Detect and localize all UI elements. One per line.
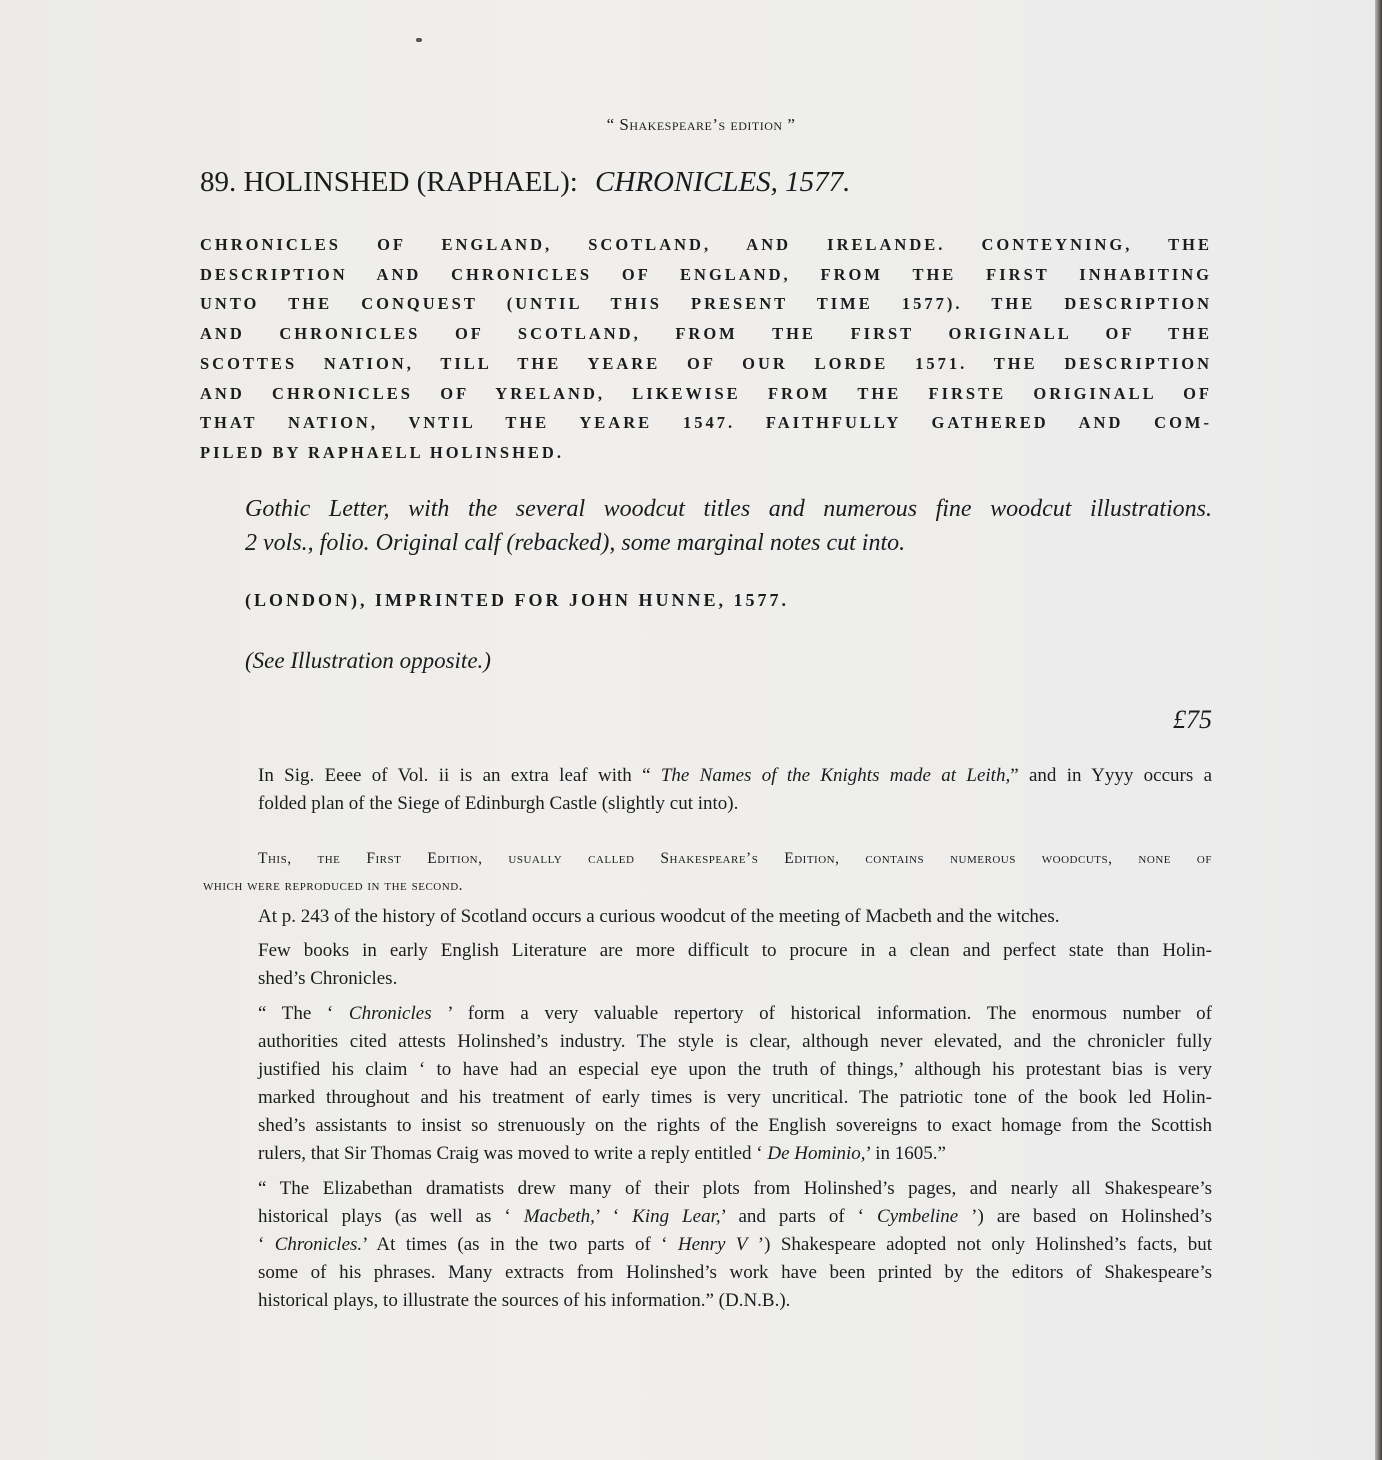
full-title-block [200,230,1212,468]
italic-text: Cymbeline [876,1206,959,1227]
text-line: CHRONICLES OF ENGLAND, SCOTLAND, AND IRELANDE. CONTEYNING, THE [200,235,1212,254]
text-line [258,1112,1212,1140]
text-segment: ’ ‘ [594,1206,633,1227]
text-line: THAT NATION, VNTIL THE YEARE 1547. FAITHFULLY GATHERED AND COM- [200,413,1212,433]
italic-text: The Names of the Knights made at Leith, [660,765,1011,786]
text-segment: folded plan of the Siege of Edinburgh Castle (slightly cut into). [258,793,739,814]
entry-title-italic: CHRONICLES, 1577. [595,166,851,198]
text-line [258,1287,1212,1315]
text-line [258,1259,1212,1287]
text-segment: historical plays, to illustrate the sources of his information.” (D.N.B.). [258,1290,791,1311]
text-segment: ” and in Yyyy occurs a [1010,765,1213,786]
text-segment: ‘ [258,1234,275,1255]
text-line [258,1084,1212,1112]
description-block [245,492,1212,560]
text-segment: shed’s assistants to insist so strenuously on the rights of the English sovereigns to exact homage from the Scottish [258,1115,1212,1136]
text-line [258,1000,1212,1028]
text-segment: Few books in early English Literature are more difficult to procure in a clean and perfect state than Holin- [258,940,1212,961]
text-line: AND CHRONICLES OF YRELAND, LIKEWISE FROM THE FIRSTE ORIGINALL OF [200,383,1212,403]
text-segment: which were reproduced in the second. [203,877,464,894]
text-segment: justified his claim ‘ to have had an especial eye upon the truth of things,’ although his protestant bias is very [258,1059,1212,1080]
text-line: UNTO THE CONQUEST (UNTIL THIS PRESENT TIME 1577). THE DESCRIPTION [200,294,1212,314]
text-line [258,937,1212,965]
text-segment: marked throughout and his treatment of early times is very uncritical. The patriotic tone of the book led Holin- [258,1087,1212,1108]
note-paragraph [258,903,1212,931]
imprint: (LONDON), IMPRINTED FOR JOHN HUNNE, 1577. [245,590,789,610]
note-paragraph [258,937,1212,993]
text-line [258,1028,1212,1056]
note-paragraph [258,1000,1212,1168]
text-line [258,903,1212,931]
text-line: PILED BY RAPHAELL HOLINSHED. [200,442,564,462]
text-line [258,1175,1212,1203]
text-line: AND CHRONICLES OF SCOTLAND, FROM THE FIRST ORIGINALL OF THE [200,324,1212,344]
text-line [203,872,1212,899]
italic-text: King Lear, [632,1206,721,1227]
text-line: SCOTTES NATION, TILL THE YEARE OF OUR LORDE 1571. THE DESCRIPTION [200,353,1212,373]
price: £75 [1173,705,1212,734]
text-line [258,762,1212,790]
text-segment: historical plays (as well as ‘ [258,1206,524,1227]
text-segment: shed’s Chronicles. [258,968,398,989]
italic-text: Henry V [677,1234,748,1255]
text-segment: ’) are based on Holinshed’s [958,1206,1212,1227]
text-line [258,965,1212,993]
note-paragraph [203,845,1212,899]
page-edge [1375,0,1382,1460]
text-segment: This, the First Edition, usually called Shakespeare’s Edition, contains numerous woodcuts, none of [258,850,1212,867]
italic-text: De Hominio, [767,1143,866,1164]
text-segment: ’ and parts of ‘ [720,1206,877,1227]
text-line [258,790,1212,818]
text-segment: ’ in 1605.” [865,1143,946,1164]
ink-speck [416,38,422,42]
see-illustration-note: (See Illustration opposite.) [245,648,491,673]
text-line: Gothic Letter, with the several woodcut titles and numerous fine woodcut illustrations. [245,496,1212,522]
text-segment: ’ form a very valuable repertory of historical information. The enormous number of [431,1003,1212,1024]
text-segment: rulers, that Sir Thomas Craig was moved to write a reply entitled ‘ [258,1143,768,1164]
text-line [258,845,1212,872]
text-line [258,1231,1212,1259]
text-segment: authorities cited attests Holinshed’s industry. The style is clear, although never elevated, and the chronicler fully [258,1031,1212,1052]
text-segment: At p. 243 of the history of Scotland occurs a curious woodcut of the meeting of Macbeth and the witches. [258,906,1060,927]
italic-text: Macbeth, [523,1206,595,1227]
text-line [258,1140,1212,1168]
text-line [258,1203,1212,1231]
text-segment: some of his phrases. Many extracts from Holinshed’s work have been printed by the editors of Shakespeare’s [258,1262,1212,1283]
entry-number-author: 89. HOLINSHED (RAPHAEL): [200,166,578,198]
text-segment: ’ At times (as in the two parts of ‘ [362,1234,678,1255]
text-segment: ’) Shakespeare adopted not only Holinshed’s facts, but [747,1234,1213,1255]
text-segment: “ The Elizabethan dramatists drew many of their plots from Holinshed’s pages, and nearly all Shakespeare’s [258,1178,1212,1199]
text-line [258,1056,1212,1084]
running-head: “ Shakespeare’s edition ” [606,115,796,134]
note-paragraph [258,762,1212,818]
text-line: DESCRIPTION AND CHRONICLES OF ENGLAND, FROM THE FIRST INHABITING [200,264,1212,284]
text-segment: “ The ‘ [258,1003,349,1024]
note-paragraph [258,1175,1212,1315]
italic-text: Chronicles [348,1003,432,1024]
italic-text: Chronicles. [274,1234,363,1255]
text-line: 2 vols., folio. Original calf (rebacked), some marginal notes cut into. [245,530,906,556]
entry-title [200,166,850,199]
text-segment: In Sig. Eeee of Vol. ii is an extra leaf with “ [258,765,661,786]
